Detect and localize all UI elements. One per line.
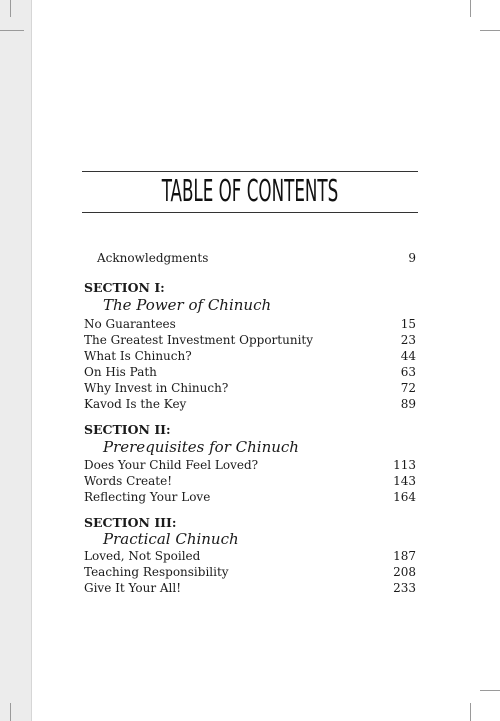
toc-entry[interactable] (84, 364, 416, 380)
toc-entry-label: Why Invest in Chinuch? (84, 381, 229, 395)
toc-entry-label: Teaching Responsibility (84, 565, 229, 579)
section-heading: SECTION II: (84, 422, 171, 437)
toc-entry[interactable] (84, 250, 416, 266)
section-subtitle: The Power of Chinuch (103, 296, 272, 314)
toc-entry[interactable] (84, 473, 416, 489)
toc-entry-page: 233 (393, 581, 416, 595)
toc-entry-label: On His Path (84, 365, 157, 379)
toc-entry[interactable] (84, 380, 416, 396)
toc-entry-label: No Guarantees (84, 317, 176, 331)
toc-entry-label: Reflecting Your Love (84, 490, 211, 504)
toc-entry[interactable] (84, 580, 416, 596)
toc-entry-label: Does Your Child Feel Loved? (84, 458, 259, 472)
crop-mark (0, 30, 24, 31)
toc-entry[interactable] (84, 564, 416, 580)
crop-mark (470, 0, 471, 17)
toc-entry-label: Kavod Is the Key (84, 397, 187, 411)
crop-mark (10, 0, 11, 17)
toc-entry[interactable] (84, 332, 416, 348)
toc-entry-page: 15 (400, 317, 416, 331)
toc-entry-page: 208 (393, 565, 416, 579)
toc-entry[interactable] (84, 396, 416, 412)
toc-entry[interactable] (84, 316, 416, 332)
crop-mark (480, 690, 500, 691)
toc-entry-page: 23 (400, 333, 416, 347)
title-rule-bottom (82, 212, 418, 213)
toc-entry[interactable] (84, 489, 416, 505)
toc-entry[interactable] (84, 457, 416, 473)
page-gutter (0, 0, 32, 721)
toc-entry-label: What Is Chinuch? (84, 349, 192, 363)
crop-mark (10, 703, 11, 721)
toc-entry-label: Acknowledgments (97, 251, 209, 265)
section-subtitle: Practical Chinuch (103, 530, 239, 548)
toc-entry-page: 113 (393, 458, 416, 472)
toc-entry-page: 187 (393, 549, 416, 563)
toc-entry-page: 72 (400, 381, 416, 395)
toc-entry-page: 9 (408, 251, 416, 265)
toc-entry-page: 164 (393, 490, 416, 504)
crop-mark (470, 703, 471, 721)
toc-entry-page: 89 (400, 397, 416, 411)
crop-mark (480, 30, 500, 31)
toc-entry-label: The Greatest Investment Opportunity (84, 333, 314, 347)
section-subtitle: Prerequisites for Chinuch (103, 438, 299, 456)
page-title: TABLE OF CONTENTS (161, 174, 339, 209)
toc-entry[interactable] (84, 548, 416, 564)
toc-entry-page: 143 (393, 474, 416, 488)
toc-entry-label: Give It Your All! (84, 581, 182, 595)
section-heading: SECTION I: (84, 280, 165, 295)
toc-entry-page: 44 (400, 349, 416, 363)
toc-entry-label: Words Create! (84, 474, 173, 488)
toc-entry-label: Loved, Not Spoiled (84, 549, 201, 563)
toc-entry[interactable] (84, 348, 416, 364)
section-heading: SECTION III: (84, 515, 177, 530)
toc-entry-page: 63 (400, 365, 416, 379)
